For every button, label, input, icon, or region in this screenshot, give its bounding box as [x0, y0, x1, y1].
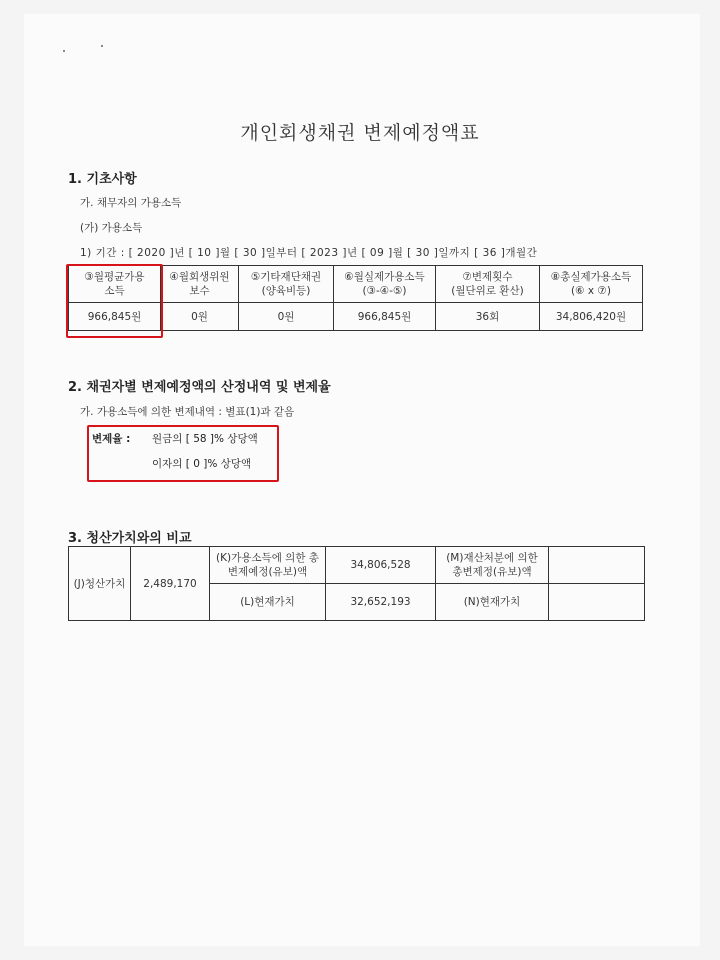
section-1-sub-a: 가. 채무자의 가용소득: [80, 197, 182, 209]
section-1-sub-ga: (가) 가용소득: [80, 222, 143, 234]
k-value: 34,806,528: [326, 547, 436, 584]
section-3-heading: 3. 청산가치와의 비교: [68, 531, 192, 546]
m-value: [549, 547, 645, 584]
value-monthly-avg-income: 966,845원: [69, 303, 161, 331]
highlight-box-repayment-rate: [87, 425, 279, 482]
value-trustee-fee: 0원: [161, 303, 239, 331]
period-line: 1) 기간 : [ 2020 ]년 [ 10 ]월 [ 30 ]일부터 [ 2023 ]년 [ 09 ]월 [ 30 ]일까지 [ 36 ]개월간: [80, 247, 538, 259]
section-2-heading: 2. 채권자별 변제예정액의 산정내역 및 변제율: [68, 380, 331, 395]
rate-label: 변제율 :: [92, 433, 131, 445]
scan-speck: [63, 50, 65, 52]
section-2-sub-a: 가. 가용소득에 의한 변제내역 : 별표(1)과 같음: [80, 406, 295, 418]
interest-rate: 이자의 [ 0 ]% 상당액: [152, 458, 252, 470]
l-label: (L)현재가치: [210, 584, 326, 621]
header-monthly-avg-income: ③월평균가용 소득: [69, 266, 161, 303]
value-other-claims: 0원: [239, 303, 334, 331]
document-title: 개인회생채권 변제예정액표: [240, 122, 480, 144]
n-value: [549, 584, 645, 621]
header-total-actual-income: ⑧총실제가용소득 (⑥ x ⑦): [540, 266, 643, 303]
header-other-claims: ⑤기타재단채권 (양육비등): [239, 266, 334, 303]
header-trustee-fee: ④월회생위원 보수: [161, 266, 239, 303]
section-1-heading: 1. 기초사항: [68, 172, 137, 187]
j-value: 2,489,170: [131, 547, 210, 621]
scan-speck: [101, 45, 103, 47]
liquidation-table: [68, 546, 645, 621]
k-label: (K)가용소득에 의한 총 변제예정(유보)액: [210, 547, 326, 584]
header-monthly-actual-income: ⑥월실제가용소득 (③-④-⑤): [334, 266, 436, 303]
j-label: (J)청산가치: [69, 547, 131, 621]
value-monthly-actual-income: 966,845원: [334, 303, 436, 331]
highlight-box-monthly-income: [66, 264, 163, 338]
principal-rate: 원금의 [ 58 ]% 상당액: [152, 433, 258, 445]
value-repayment-count: 36회: [436, 303, 540, 331]
liquidation-row-1: [69, 547, 645, 584]
value-total-actual-income: 34,806,420원: [540, 303, 643, 331]
l-value: 32,652,193: [326, 584, 436, 621]
m-label: (M)재산처분에 의한 총변제정(유보)액: [436, 547, 549, 584]
header-repayment-count: ⑦변제횟수 (월단위로 환산): [436, 266, 540, 303]
n-label: (N)현재가치: [436, 584, 549, 621]
